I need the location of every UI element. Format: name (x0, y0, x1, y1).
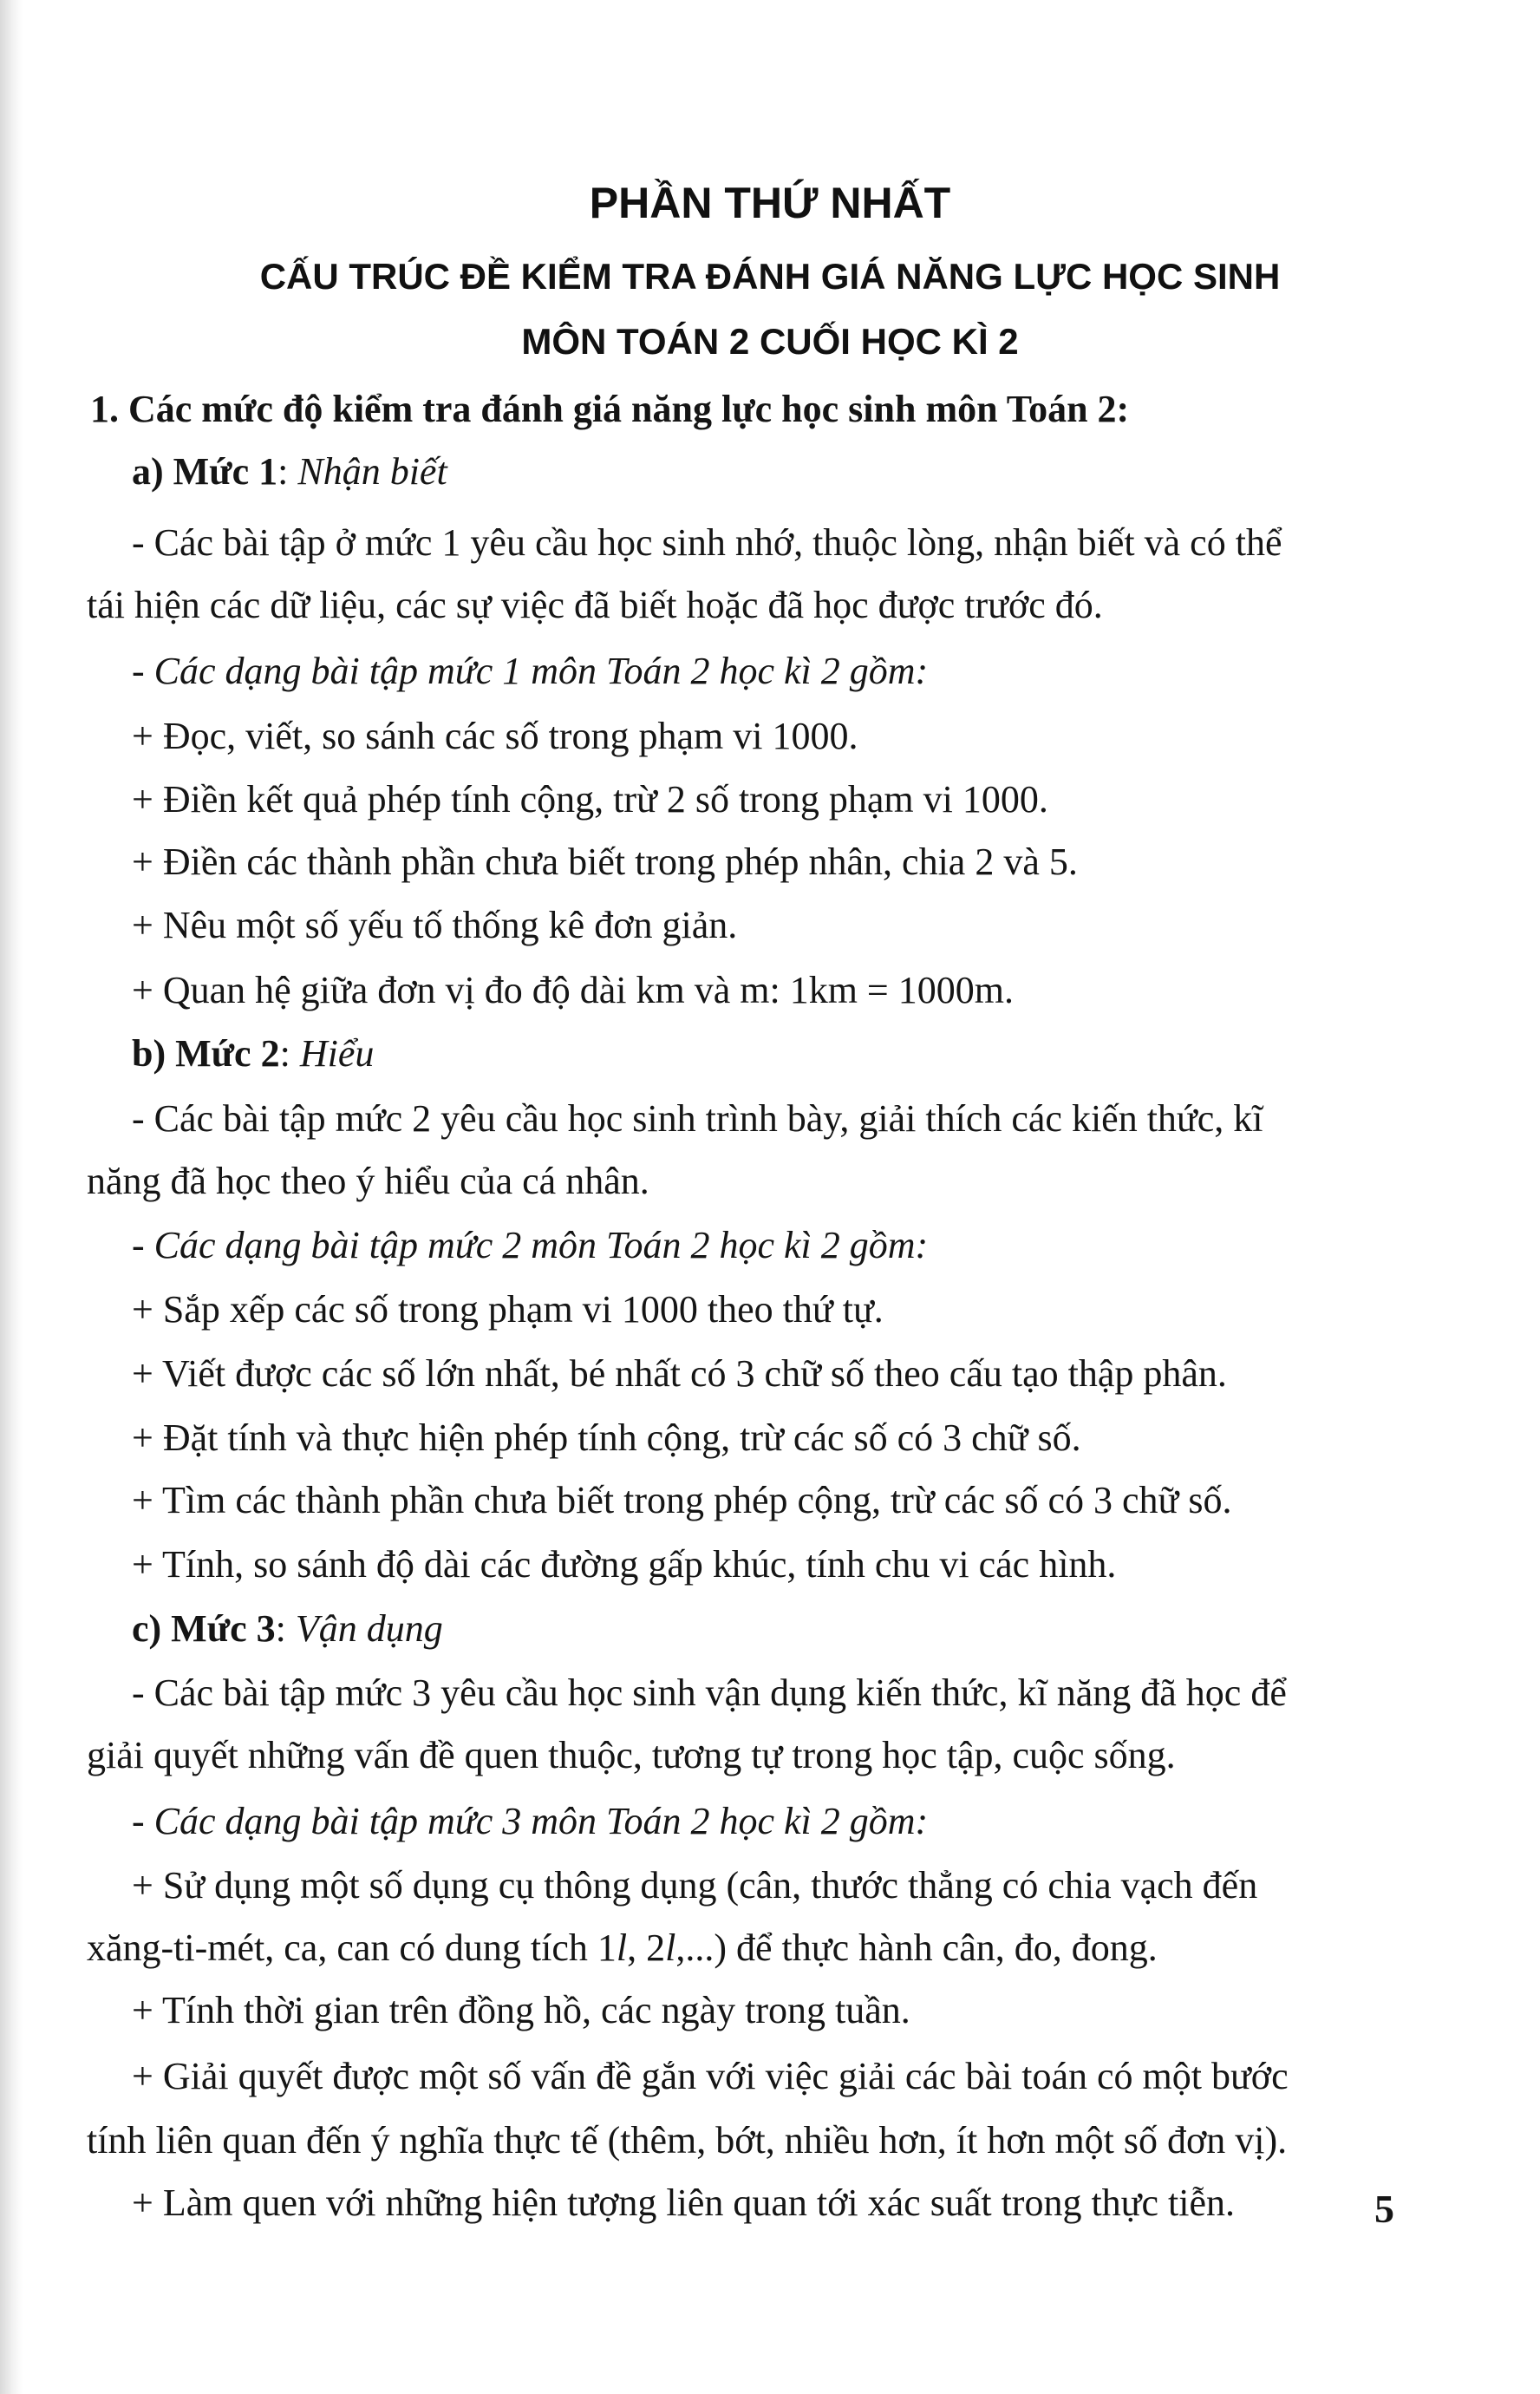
level-c-types-heading: - Các dạng bài tập mức 3 môn Toán 2 học kì 2 gồm: (132, 1800, 929, 1842)
litre-unit-1: l (616, 1926, 628, 1969)
litre-unit-2: l (665, 1926, 676, 1969)
level-b-item-5: + Tính, so sánh độ dài các đường gấp khúc, tính chu vi các hình. (132, 1543, 1117, 1586)
level-a-types-heading: - Các dạng bài tập mức 1 môn Toán 2 học kì 2 gồm: (132, 650, 929, 692)
level-a-desc-line-2: tái hiện các dữ liệu, các sự việc đã biết hoặc đã học được trước đó. (87, 584, 1103, 626)
level-a-item-4: + Nêu một số yếu tố thống kê đơn giản. (132, 904, 738, 946)
level-c-heading (132, 1607, 443, 1650)
level-a-item-3: + Điền các thành phần chưa biết trong phép nhân, chia 2 và 5. (132, 841, 1078, 883)
level-c-label: c) Mức 3 (132, 1607, 276, 1650)
level-b-item-2: + Viết được các số lớn nhất, bé nhất có 3 chữ số theo cấu tạo thập phân. (132, 1352, 1227, 1395)
level-c-desc-line-2: giải quyết những vấn đề quen thuộc, tương tự trong học tập, cuộc sống. (87, 1734, 1176, 1776)
level-b-heading (132, 1032, 375, 1075)
level-c-item-3-line-2: tính liên quan đến ý nghĩa thực tế (thêm, bớt, nhiều hơn, ít hơn một số đơn vị). (87, 2119, 1288, 2162)
level-b-desc-line-1: - Các bài tập mức 2 yêu cầu học sinh trình bày, giải thích các kiến thức, kĩ (132, 1097, 1263, 1140)
level-b-label: b) Mức 2 (132, 1032, 280, 1075)
item-1-text-a: xăng-ti-mét, ca, can có dung tích 1 (87, 1926, 617, 1969)
item-1-text-c: ,...) để thực hành cân, đo, đong. (675, 1926, 1158, 1969)
level-b-name: Hiểu (299, 1032, 375, 1075)
level-a-heading (132, 450, 447, 493)
level-b-desc-line-2: năng đã học theo ý hiểu của cá nhân. (87, 1160, 649, 1202)
level-c-item-1-line-2 (87, 1926, 1158, 1969)
level-a-item-1: + Đọc, viết, so sánh các số trong phạm vi 1000. (132, 715, 858, 757)
level-b-colon: : (279, 1032, 300, 1075)
level-b-item-3: + Đặt tính và thực hiện phép tính cộng, trừ các số có 3 chữ số. (132, 1416, 1081, 1459)
level-a-label: a) Mức 1 (132, 450, 278, 493)
section-heading: 1. Các mức độ kiểm tra đánh giá năng lực học sinh môn Toán 2: (90, 388, 1130, 430)
level-b-item-4: + Tìm các thành phần chưa biết trong phép cộng, trừ các số có 3 chữ số. (132, 1479, 1232, 1521)
page-number: 5 (1374, 2187, 1394, 2231)
level-c-item-2: + Tính thời gian trên đồng hồ, các ngày trong tuần. (132, 1989, 910, 2031)
level-c-colon: : (275, 1607, 296, 1650)
subtitle-line-2: MÔN TOÁN 2 CUỐI HỌC KÌ 2 (521, 321, 1019, 362)
level-c-item-3-line-1: + Giải quyết được một số vấn đề gắn với việc giải các bài toán có một bước (132, 2055, 1289, 2097)
level-a-item-5: + Quan hệ giữa đơn vị đo độ dài km và m: 1km = 1000m. (132, 969, 1014, 1011)
subtitle-line-1: CẤU TRÚC ĐỀ KIỂM TRA ĐÁNH GIÁ NĂNG LỰC HỌC SINH (259, 256, 1281, 297)
level-a-name: Nhận biết (297, 450, 447, 493)
item-1-text-b: , 2 (627, 1926, 666, 1969)
level-a-colon: : (277, 450, 298, 493)
level-b-item-1: + Sắp xếp các số trong phạm vi 1000 theo thứ tự. (132, 1288, 884, 1331)
level-c-desc-line-1: - Các bài tập mức 3 yêu cầu học sinh vận dụng kiến thức, kĩ năng đã học để (132, 1671, 1287, 1714)
level-c-item-1-line-1: + Sử dụng một số dụng cụ thông dụng (cân, thước thẳng có chia vạch đến (132, 1864, 1258, 1907)
level-c-name: Vận dụng (295, 1607, 443, 1650)
level-a-item-2: + Điền kết quả phép tính cộng, trừ 2 số trong phạm vi 1000. (132, 778, 1048, 821)
level-b-types-heading: - Các dạng bài tập mức 2 môn Toán 2 học kì 2 gồm: (132, 1224, 929, 1266)
level-a-desc-line-1: - Các bài tập ở mức 1 yêu cầu học sinh nhớ, thuộc lòng, nhận biết và có thể (132, 521, 1282, 564)
level-c-item-4: + Làm quen với những hiện tượng liên quan tới xác suất trong thực tiễn. (132, 2181, 1236, 2224)
part-title: PHẦN THỨ NHẤT (589, 179, 951, 227)
